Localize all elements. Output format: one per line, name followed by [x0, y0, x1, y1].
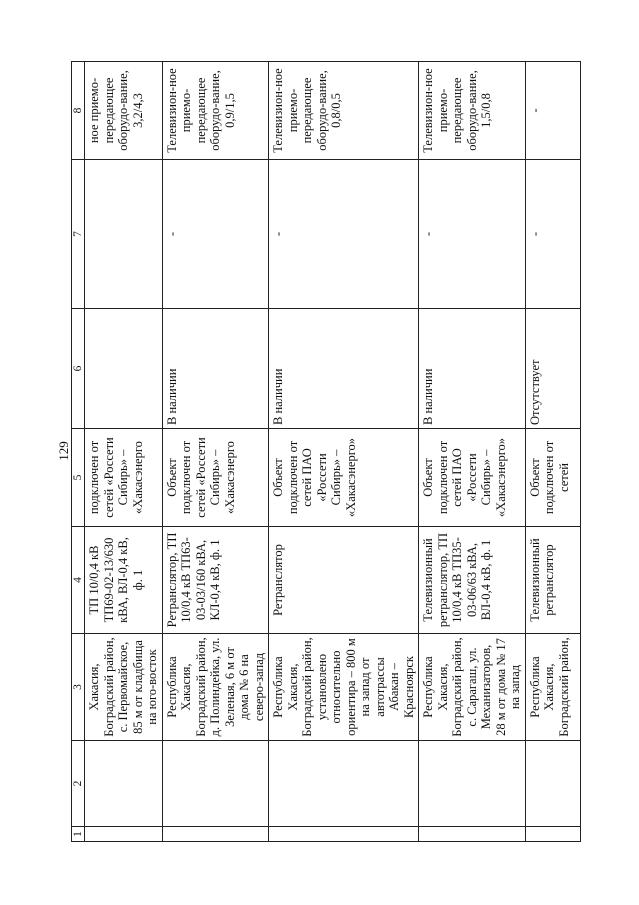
cell-power-source: Объект подключен от сетей ПАО «Россети Сибирь» – «Хакасэнерго»: [419, 429, 526, 527]
column-header: 5: [72, 429, 85, 527]
table-row: [419, 62, 526, 842]
column-header: 1: [72, 827, 85, 842]
cell-number: [525, 827, 580, 842]
cell-address: Республика Хакасия, Боградский район,: [525, 634, 580, 741]
column-header: 3: [72, 634, 85, 741]
cell-name: [419, 741, 526, 827]
cell-number: [419, 827, 526, 842]
cell-number: [85, 827, 163, 842]
cell-equipment: Телевизионный ретранслятор, ТП 10/0,4 кВ ТП35-03-06/63 кВА, ВЛ-0,4 кВ, ф. 1: [419, 527, 526, 634]
table-row: [269, 62, 419, 842]
column-header: 4: [72, 527, 85, 634]
cell-column-7: [85, 160, 163, 309]
cell-equipment-power: ное приемо-передающее оборудо-вание, 3,2/4,3: [85, 62, 163, 160]
cell-equipment-power: Телевизион-ное приемо-передающее оборудо-вание, 0,8/0,5: [269, 62, 419, 160]
table-row: [525, 62, 580, 842]
cell-column-7: -: [419, 160, 526, 309]
cell-number: [269, 827, 419, 842]
cell-equipment-power: Телевизион-ное приемо-передающее оборудо-вание, 1,5/0,8: [419, 62, 526, 160]
cell-name: [269, 741, 419, 827]
table-row: [162, 62, 269, 842]
table-header-row: [72, 62, 85, 842]
column-header: 2: [72, 741, 85, 827]
cell-availability: Отсутствует: [525, 309, 580, 429]
cell-name: [85, 741, 163, 827]
cell-column-7: -: [162, 160, 269, 309]
page-number: 129: [56, 441, 71, 461]
column-header: 6: [72, 309, 85, 429]
table-row: [85, 62, 163, 842]
cell-power-source: Объект подключен от сетей «Россети Сибирь» – «Хакасэнерго: [162, 429, 269, 527]
cell-availability: В наличии: [269, 309, 419, 429]
cell-equipment: Ретранслятор, ТП 10/0,4 кВ ТП63-03-03/160 кВА, КЛ-0,4 кВ, ф. 1: [162, 527, 269, 634]
cell-power-source: Объект подключен от сетей: [525, 429, 580, 527]
cell-power-source: Объект подключен от сетей ПАО «Россети Сибирь» – «Хакасэнерго»: [269, 429, 419, 527]
cell-equipment: Ретранслятор: [269, 527, 419, 634]
cell-availability: В наличии: [419, 309, 526, 429]
cell-address: Республика Хакасия, Боградский район, д. Полиндейка, ул. Зеленая, 6 м от дома № 6 на северо-запад: [162, 634, 269, 741]
cell-equipment: Телевизионный ретранслятор: [525, 527, 580, 634]
cell-power-source: подключен от сетей «Россети Сибирь» – «Хакасэнерго: [85, 429, 163, 527]
cell-column-7: -: [269, 160, 419, 309]
cell-number: [162, 827, 269, 842]
cell-equipment: ТП 10/0,4 кВ ТП69-02-13/630 кВА, ВЛ-0,4 кВ, ф. 1: [85, 527, 163, 634]
column-header: 7: [72, 160, 85, 309]
data-table: [71, 61, 581, 842]
cell-availability: В наличии: [162, 309, 269, 429]
cell-equipment-power: -: [525, 62, 580, 160]
cell-address: Хакасия, Боградский район, с. Первомайское, 85 м от кладбища на юго-восток: [85, 634, 163, 741]
cell-name: [162, 741, 269, 827]
cell-name: [525, 741, 580, 827]
rotated-table-container: [71, 62, 571, 842]
column-header: 8: [72, 62, 85, 160]
cell-address: Республика Хакасия, Боградский район, установлено относительно ориентира – 800 м на запад от автотрассы Абакан – Красноярск: [269, 634, 419, 741]
cell-address: Республика Хакасия, Боградский район, с. Сарагаш, ул. Механизаторов, 28 м от дома № 17 на запад: [419, 634, 526, 741]
cell-availability: [85, 309, 163, 429]
cell-column-7: -: [525, 160, 580, 309]
cell-equipment-power: Телевизион-ное приемо-передающее оборудо-вание, 0,9/1,5: [162, 62, 269, 160]
